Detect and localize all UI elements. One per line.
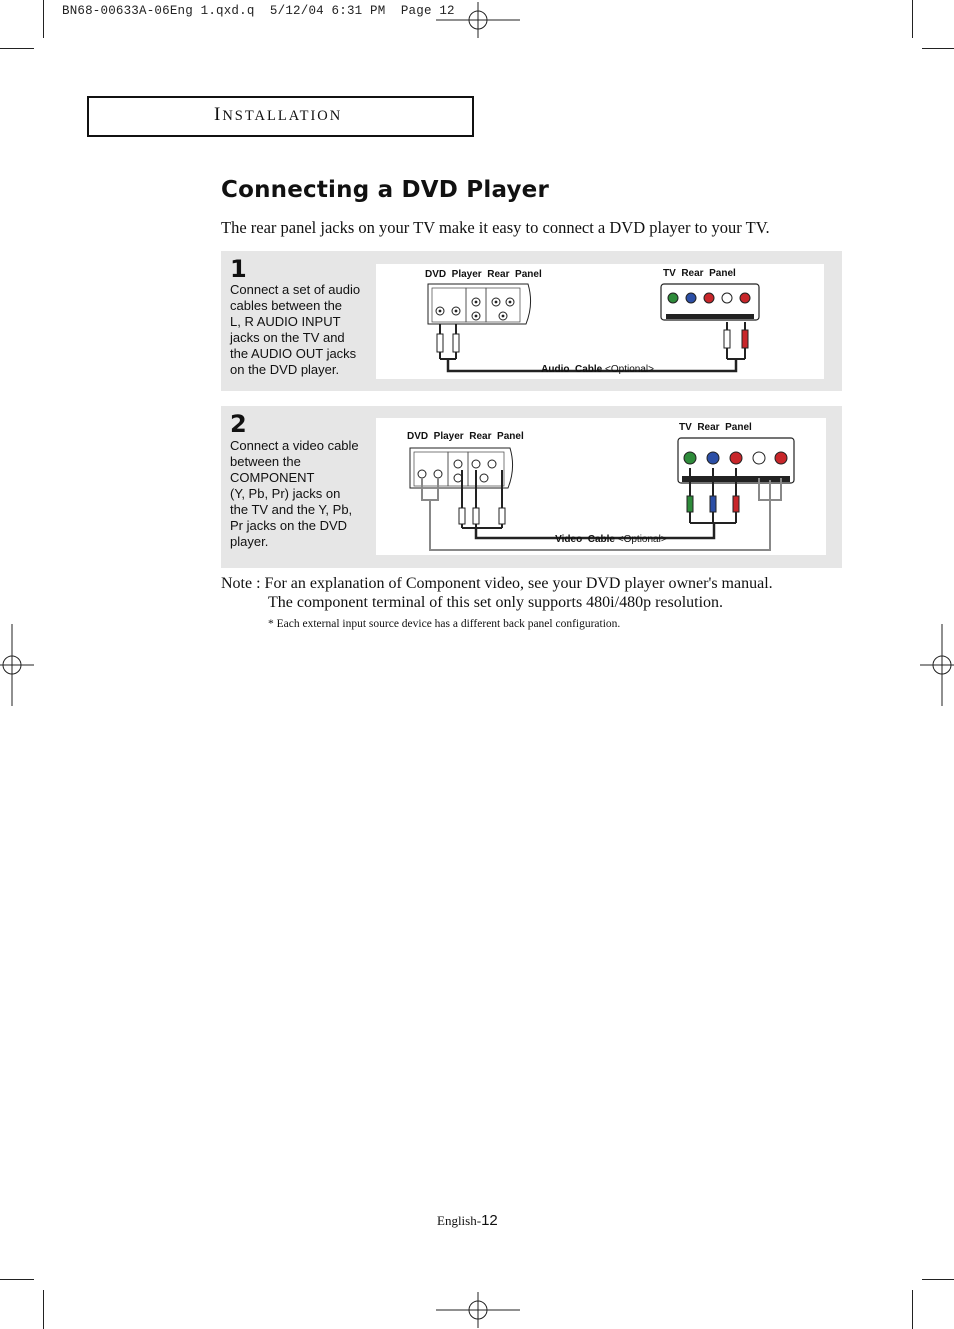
crop-mark	[43, 0, 44, 38]
crop-mark	[912, 1290, 913, 1329]
step-1-instructions: Connect a set of audio cables between the L, R AUDIO INPUT jacks on the TV and the AUDIO OUT jacks on the DVD player.	[230, 282, 361, 377]
print-slug: BN68-00633A-06Eng 1.qxd.q 5/12/04 6:31 PM Page 12	[62, 4, 455, 18]
registration-mark-left	[0, 624, 34, 706]
page-footer: English-12	[437, 1212, 498, 1229]
crop-mark	[922, 48, 954, 49]
tv-rear-panel	[661, 284, 759, 320]
note-text-2: The component terminal of this set only supports 480i/480p resolution.	[268, 594, 724, 611]
footnote: * Each external input source device has a different back panel configuration.	[268, 618, 621, 630]
crop-mark	[912, 0, 913, 38]
dvd-rear-panel	[428, 284, 531, 324]
step-2-tv-label: TV Rear Panel	[679, 422, 752, 433]
note-text: Note : For an explanation of Component video, see your DVD player owner's manual.	[221, 575, 773, 592]
registration-mark-bottom	[436, 1292, 520, 1328]
step-2-number: 2	[230, 410, 247, 438]
step-1-tv-label: TV Rear Panel	[663, 268, 736, 279]
intro-text: The rear panel jacks on your TV make it easy to connect a DVD player to your TV.	[221, 218, 770, 237]
step-2-dvd-label: DVD Player Rear Panel	[407, 431, 524, 442]
step-2-diagram	[376, 418, 826, 555]
step-1-diagram	[376, 264, 824, 379]
crop-mark	[922, 1279, 954, 1280]
step-1-cable-label: Audio Cable <Optional>	[541, 364, 654, 375]
step-2-instructions: Connect a video cable between the COMPONENT (Y, Pb, Pr) jacks on the TV and the Y, Pb, Pr jacks on the DVD player.	[230, 438, 359, 549]
section-title: INSTALLATION	[214, 104, 343, 125]
crop-mark	[43, 1290, 44, 1329]
crop-mark	[0, 1279, 34, 1280]
registration-mark-right	[920, 624, 954, 706]
crop-mark	[0, 48, 34, 49]
page-title: Connecting a DVD Player	[221, 177, 549, 203]
step-2-cable-label: Video Cable <Optional>	[555, 534, 667, 545]
step-1-dvd-label: DVD Player Rear Panel	[425, 269, 542, 280]
step-1-number: 1	[230, 255, 247, 283]
